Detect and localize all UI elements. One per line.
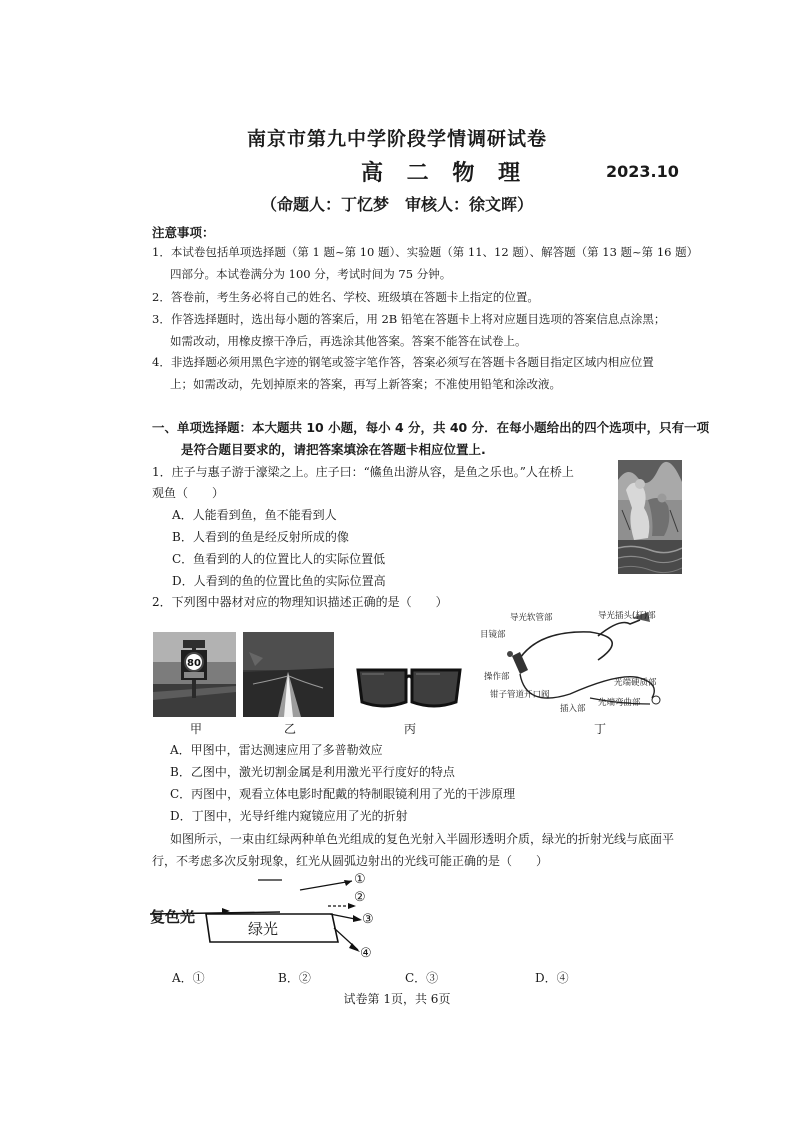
q1-option-d: D．人看到的鱼的位置比鱼的实际位置高 bbox=[172, 574, 386, 588]
endoscope-label: 目镜部 bbox=[480, 630, 506, 640]
endoscope-label: 钳子管道开口阀 bbox=[490, 690, 550, 700]
page-footer: 试卷第 1页，共 6页 bbox=[343, 992, 451, 1006]
subject-title: 高 二 物 理 bbox=[361, 161, 528, 186]
section-heading: 一、单项选择题：本大题共 10 小题，每小 4 分，共 40 分．在每小题给出的四个选项中，只有一项 bbox=[152, 420, 710, 435]
exam-date: 2023.10 bbox=[606, 162, 679, 181]
endoscope-label: 插入部 bbox=[560, 704, 586, 714]
ray-label-4: ④ bbox=[360, 946, 372, 961]
green-light-label: 绿光 bbox=[248, 920, 279, 938]
endoscope-diagram bbox=[480, 608, 680, 718]
incident-light-label: 复色光 bbox=[150, 908, 196, 926]
notice-line: 3．作答选择题时，选出每小题的答案后，用 2B 铅笔在答题卡上将对应题目选项的答案信息点涂黑； bbox=[152, 312, 666, 326]
endoscope-label: 光端硬质部 bbox=[614, 678, 657, 688]
exam-title: 南京市第九中学阶段学情调研试卷 bbox=[246, 128, 547, 150]
q3-option-a: A．① bbox=[172, 971, 205, 985]
section-heading-cont: 是符合题目要求的，请把答案填涂在答题卡相应位置上. bbox=[181, 442, 486, 457]
notice-line: 如需改动，用橡皮擦干净后，再选涂其他答案。答案不能答在试卷上。 bbox=[170, 334, 527, 348]
laser-photo bbox=[243, 632, 334, 717]
q3-option-b: B．② bbox=[278, 971, 311, 985]
caption-yi: 乙 bbox=[284, 722, 297, 736]
speed-sign-label: 80 bbox=[187, 658, 201, 669]
q3-stem: 如图所示，一束由红绿两种单色光组成的复色光射入半圆形透明介质，绿光的折射光线与底面平 bbox=[170, 832, 675, 846]
q1-stem-cont: 观鱼（ ） bbox=[152, 486, 225, 500]
q1-stem: 1．庄子与惠子游于濠梁之上。庄子曰：“鯈鱼出游从容，是鱼之乐也。”人在桥上 bbox=[152, 465, 574, 479]
ray-label-3: ③ bbox=[362, 912, 374, 927]
q3-option-c: C．③ bbox=[405, 971, 439, 985]
notice-line: 四部分。本试卷满分为 100 分，考试时间为 75 分钟。 bbox=[170, 267, 452, 281]
notice-line: 1．本试卷包括单项选择题（第 1 题~第 10 题）、实验题（第 11、12 题）、解答题（第 13 题~第 16 题） bbox=[152, 245, 699, 259]
q3-option-d: D．④ bbox=[535, 971, 569, 985]
notice-heading bbox=[152, 223, 215, 241]
notice-line: 4．非选择题必须用黑色字迹的钢笔或签字笔作答，答案必须写在答题卡各题目指定区域内相应位置 bbox=[152, 355, 654, 369]
radar-photo bbox=[153, 632, 236, 717]
ray-label-2: ② bbox=[354, 890, 366, 905]
q2-option-b: B．乙图中，激光切割金属是利用激光平行度好的特点 bbox=[170, 765, 455, 779]
endoscope-label: 操作部 bbox=[484, 672, 510, 682]
authors-line: （命题人：丁忆梦 审核人：徐文晖） bbox=[260, 195, 533, 214]
glasses-photo bbox=[354, 660, 464, 716]
q1-illustration bbox=[618, 460, 682, 574]
endoscope-label: 先端弯曲部 bbox=[598, 698, 641, 708]
q2-stem: 2．下列图中器材对应的物理知识描述正确的是（ ） bbox=[152, 595, 448, 609]
endoscope-label: 导光插头(杆)部 bbox=[598, 611, 656, 621]
q2-option-a: A．甲图中，雷达测速应用了多普勒效应 bbox=[170, 743, 383, 757]
caption-ding: 丁 bbox=[594, 722, 607, 736]
caption-jia: 甲 bbox=[190, 722, 203, 736]
q1-option-c: C．鱼看到的人的位置比人的实际位置低 bbox=[172, 552, 386, 566]
notice-line: 2．答卷前，考生务必将自己的姓名、学校、班级填在答题卡上指定的位置。 bbox=[152, 290, 539, 304]
q1-option-a: A．人能看到鱼，鱼不能看到人 bbox=[172, 508, 337, 522]
q2-option-d: D．丁图中，光导纤维内窥镜应用了光的折射 bbox=[170, 809, 408, 823]
q1-option-b: B．人看到的鱼是经反射所成的像 bbox=[172, 530, 349, 544]
q3-figure bbox=[150, 870, 410, 965]
q2-option-c: C．丙图中，观看立体电影时配戴的特制眼镜利用了光的干涉原理 bbox=[170, 787, 516, 801]
notice-heading-text: 注意事项： bbox=[152, 225, 215, 240]
caption-bing: 丙 bbox=[404, 722, 417, 736]
q3-stem-cont: 行，不考虑多次反射现象，红光从圆弧边射出的光线可能正确的是（ ） bbox=[152, 854, 549, 868]
notice-line: 上；如需改动，先划掉原来的答案，再写上新答案；不准使用铅笔和涂改液。 bbox=[170, 377, 561, 391]
ray-label-1: ① bbox=[354, 872, 366, 887]
endoscope-label: 导光软管部 bbox=[510, 613, 553, 623]
